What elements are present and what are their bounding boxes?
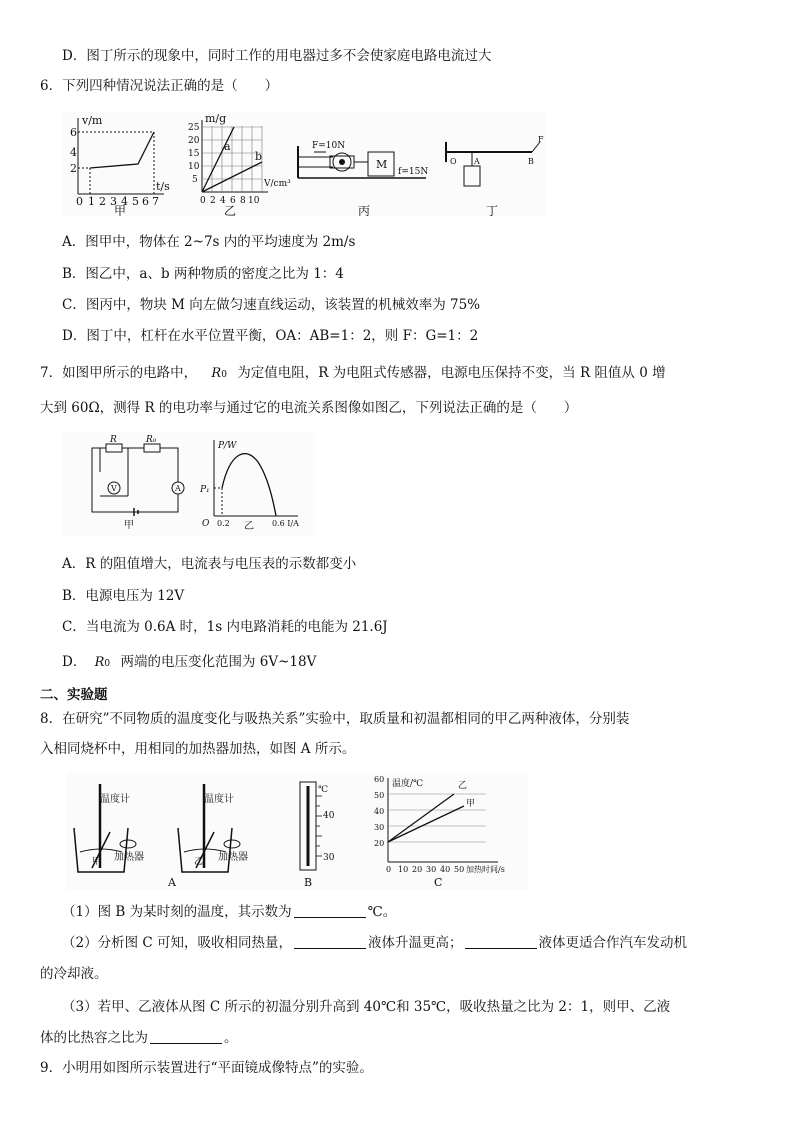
q8-sub2-blank-1[interactable] [294,934,366,949]
q8-stem-line1: 8．在研究”不同物质的温度变化与吸热关系”实验中，取质量和初温都相同的甲乙两种液体，分别装 [40,711,630,727]
q6-graph-yi [188,112,291,216]
yi-caption: 乙 [224,204,237,216]
q7-option-b: B．电源电压为 12V [62,588,185,604]
q8-sub3-line1: （3）若甲、乙液体从图 C 所示的初温分别升高到 40℃和 35℃，吸收热量之比为 2：1，则甲、乙液 [62,999,671,1015]
bing-block-m: M [376,158,388,171]
q8-sub1-blank[interactable] [294,903,366,918]
q8-sub2-text: （2）分析图 C 可知，吸收相同热量， [62,935,293,951]
r0-letter: R [94,655,105,670]
q8-sub3-end: 。 [224,1030,238,1046]
yi-line-a: a [224,140,231,153]
graph-caption: 乙 [244,521,254,532]
q8-sub3-line2 [40,1028,238,1048]
graph-pw-label: P/W [218,441,237,451]
circuit-caption: 甲 [124,520,134,531]
yi-y-label: m/g [205,112,227,125]
beaker-yi-label: 乙 [194,857,204,867]
graph-c-ytick: 60 [374,775,385,784]
graph-c-line-yi: 乙 [458,781,468,791]
q7-option-d [62,652,316,674]
yi-ytick: 25 [188,123,200,133]
yi-line-b: b [255,150,263,163]
graph-c-x-label: 加热时间/s [466,865,505,874]
q9-stem: 9．小明用如图所示装置进行“平面镜成像特点”的实验。 [40,1060,373,1076]
q8-sub2-post: 液体更适合作汽车发动机 [538,935,688,951]
r0-letter: R [211,366,222,381]
jia-ytick-6: 6 [70,126,77,139]
q7-option-c: C．当电流为 0.6A 时，1s 内电路消耗的电能为 21.6J [62,619,388,635]
graph-c-line-jia: 甲 [466,799,476,809]
ding-point-a: A [474,157,480,166]
thermometer-label-b: 温度计 [204,794,234,805]
heater-label-b: 加热器 [218,852,248,863]
ding-caption: 丁 [486,204,499,216]
q7-option-d-label: D． [62,654,87,670]
graph-c-xtick: 50 [454,865,465,874]
ding-point-o: O [450,157,457,166]
graph-c-xtick: 10 [398,865,409,874]
q7-r0-symbol [211,366,227,381]
jia-xtick: 5 [132,195,139,208]
q8-beaker-jia [74,784,144,872]
q6-figure [62,112,546,216]
q6-option-b: B．图乙中，a、b 两种物质的密度之比为 1：4 [62,266,344,282]
q6-option-c: C．图丙中，物块 M 向左做匀速直线运动，该装置的机械效率为 75% [62,297,481,313]
q7-stem-line2: 大到 60Ω，测得 R 的电功率与通过它的电流关系图像如图乙，下列说法正确的是（ ） [40,400,578,416]
thermo-mark-40: 40 [323,811,335,821]
heater-label-a: 加热器 [114,852,144,863]
jia-xtick: 6 [142,195,149,208]
yi-x-label: V/cm³ [264,179,291,189]
q6-option-a: A．图甲中，物体在 2~7s 内的平均速度为 2m/s [62,234,356,250]
q8-sub1-unit: ℃。 [367,904,397,920]
yi-xtick: 0 [200,196,206,206]
jia-x-label: t/s [156,180,170,193]
q8-sub3-blank[interactable] [150,1029,222,1044]
fig-c-caption: C [434,876,443,889]
thermo-mark-30: 30 [323,853,335,863]
q8-stem-line2: 入相同烧杯中，用相同的加热器加热，如图 A 所示。 [40,741,356,757]
q8-thermometer-b [300,782,335,870]
r0-subscript: 0 [221,370,227,380]
q5-option-d: D．图丁所示的现象中，同时工作的用电器过多不会使家庭电路电流过大 [62,48,492,64]
yi-ytick: 15 [188,149,200,159]
voltmeter-label: V [111,484,117,493]
graph-x-0-6: 0.6 I/A [272,519,299,528]
r0-subscript: 0 [104,659,111,669]
jia-ytick-2: 2 [70,162,77,175]
q6-graph-jia [70,114,170,216]
jia-caption: 甲 [114,204,127,216]
graph-c-xtick: 40 [440,865,451,874]
q8-sub2 [62,933,687,953]
jia-xtick: 2 [99,195,106,208]
yi-xtick: 4 [220,196,226,206]
q6-pulley-bing [298,141,428,216]
jia-xtick: 1 [88,195,95,208]
q7-stem-line1 [40,363,666,385]
yi-xtick: 10 [248,196,260,206]
graph-x-0-2: 0.2 [217,519,230,528]
graph-c-ytick: 30 [374,823,385,832]
yi-xtick: 2 [210,196,216,206]
q8-sub2-line2: 的冷却液。 [40,966,108,982]
q6-stem: 6．下列四种情况说法正确的是（ ） [40,78,279,94]
q8-sub3-text: 体的比热容之比为 [40,1030,148,1046]
yi-ytick: 5 [192,175,198,185]
thermometer-label-a: 温度计 [100,794,130,805]
q7-stem-post: 为定值电阻，R 为电阻式传感器，电源电压保持不变，当 R 阻值从 0 增 [237,365,666,381]
graph-origin-label: O [202,519,210,529]
q7-figure [62,432,316,536]
graph-c-xtick: 30 [426,865,437,874]
q7-stem-pre: 7．如图甲所示的电路中， [40,365,198,381]
bing-friction-f: f=15N [398,167,429,177]
ding-force-f: F [538,135,544,144]
bing-force-f: F=10N [312,141,346,151]
beaker-jia-label: 甲 [92,857,102,867]
yi-ytick: 10 [188,162,200,172]
graph-p1-label: P₁ [200,485,210,495]
graph-c-xtick: 0 [386,865,392,874]
q8-sub1-text: （1）图 B 为某时刻的温度，其示数为 [62,904,292,920]
circuit-r0-label: R₀ [146,435,157,445]
q8-sub2-blank-2[interactable] [465,934,537,949]
fig-a-caption: A [168,876,176,889]
yi-xtick: 8 [240,196,246,206]
graph-c-ytick: 40 [374,807,385,816]
q6-option-d: D．图丁中，杠杆在水平位置平衡，OA：AB=1：2，则 F：G=1：2 [62,328,479,344]
ding-point-b: B [528,157,534,166]
q8-graph-c [374,775,505,874]
bing-caption: 丙 [358,204,371,216]
jia-y-label: v/m [82,114,103,127]
graph-c-xtick: 20 [412,865,423,874]
q7-option-d-text: 两端的电压变化范围为 6V~18V [120,654,317,670]
q7-circuit-jia [92,435,184,531]
yi-xtick: 6 [230,196,236,206]
jia-ytick-4: 4 [70,146,77,159]
jia-xtick: 7 [152,195,159,208]
q7-option-a: A．R 的阻值增大，电流表与电压表的示数都变小 [62,556,357,572]
celsius-unit: ℃ [318,785,329,795]
q8-sub2-mid: 液体升温更高； [368,935,463,951]
circuit-r-label: R [110,435,117,445]
fig-b-caption: B [304,876,313,889]
ammeter-label: A [175,484,181,493]
q8-sub1 [62,902,396,922]
q8-figure [66,772,528,890]
q8-beaker-yi [178,784,248,872]
jia-xtick: 3 [110,195,117,208]
q7-power-graph-yi [199,440,299,532]
jia-xtick: 4 [121,195,128,208]
graph-c-ytick: 20 [374,839,385,848]
yi-ytick: 20 [188,136,200,146]
graph-c-y-label: 温度/℃ [392,779,424,789]
jia-xtick: 0 [76,195,83,208]
graph-c-ytick: 50 [374,791,385,800]
section-title-experiments: 二、实验题 [40,687,108,703]
q7-option-d-r0 [95,655,111,670]
q6-lever-ding [446,135,544,216]
